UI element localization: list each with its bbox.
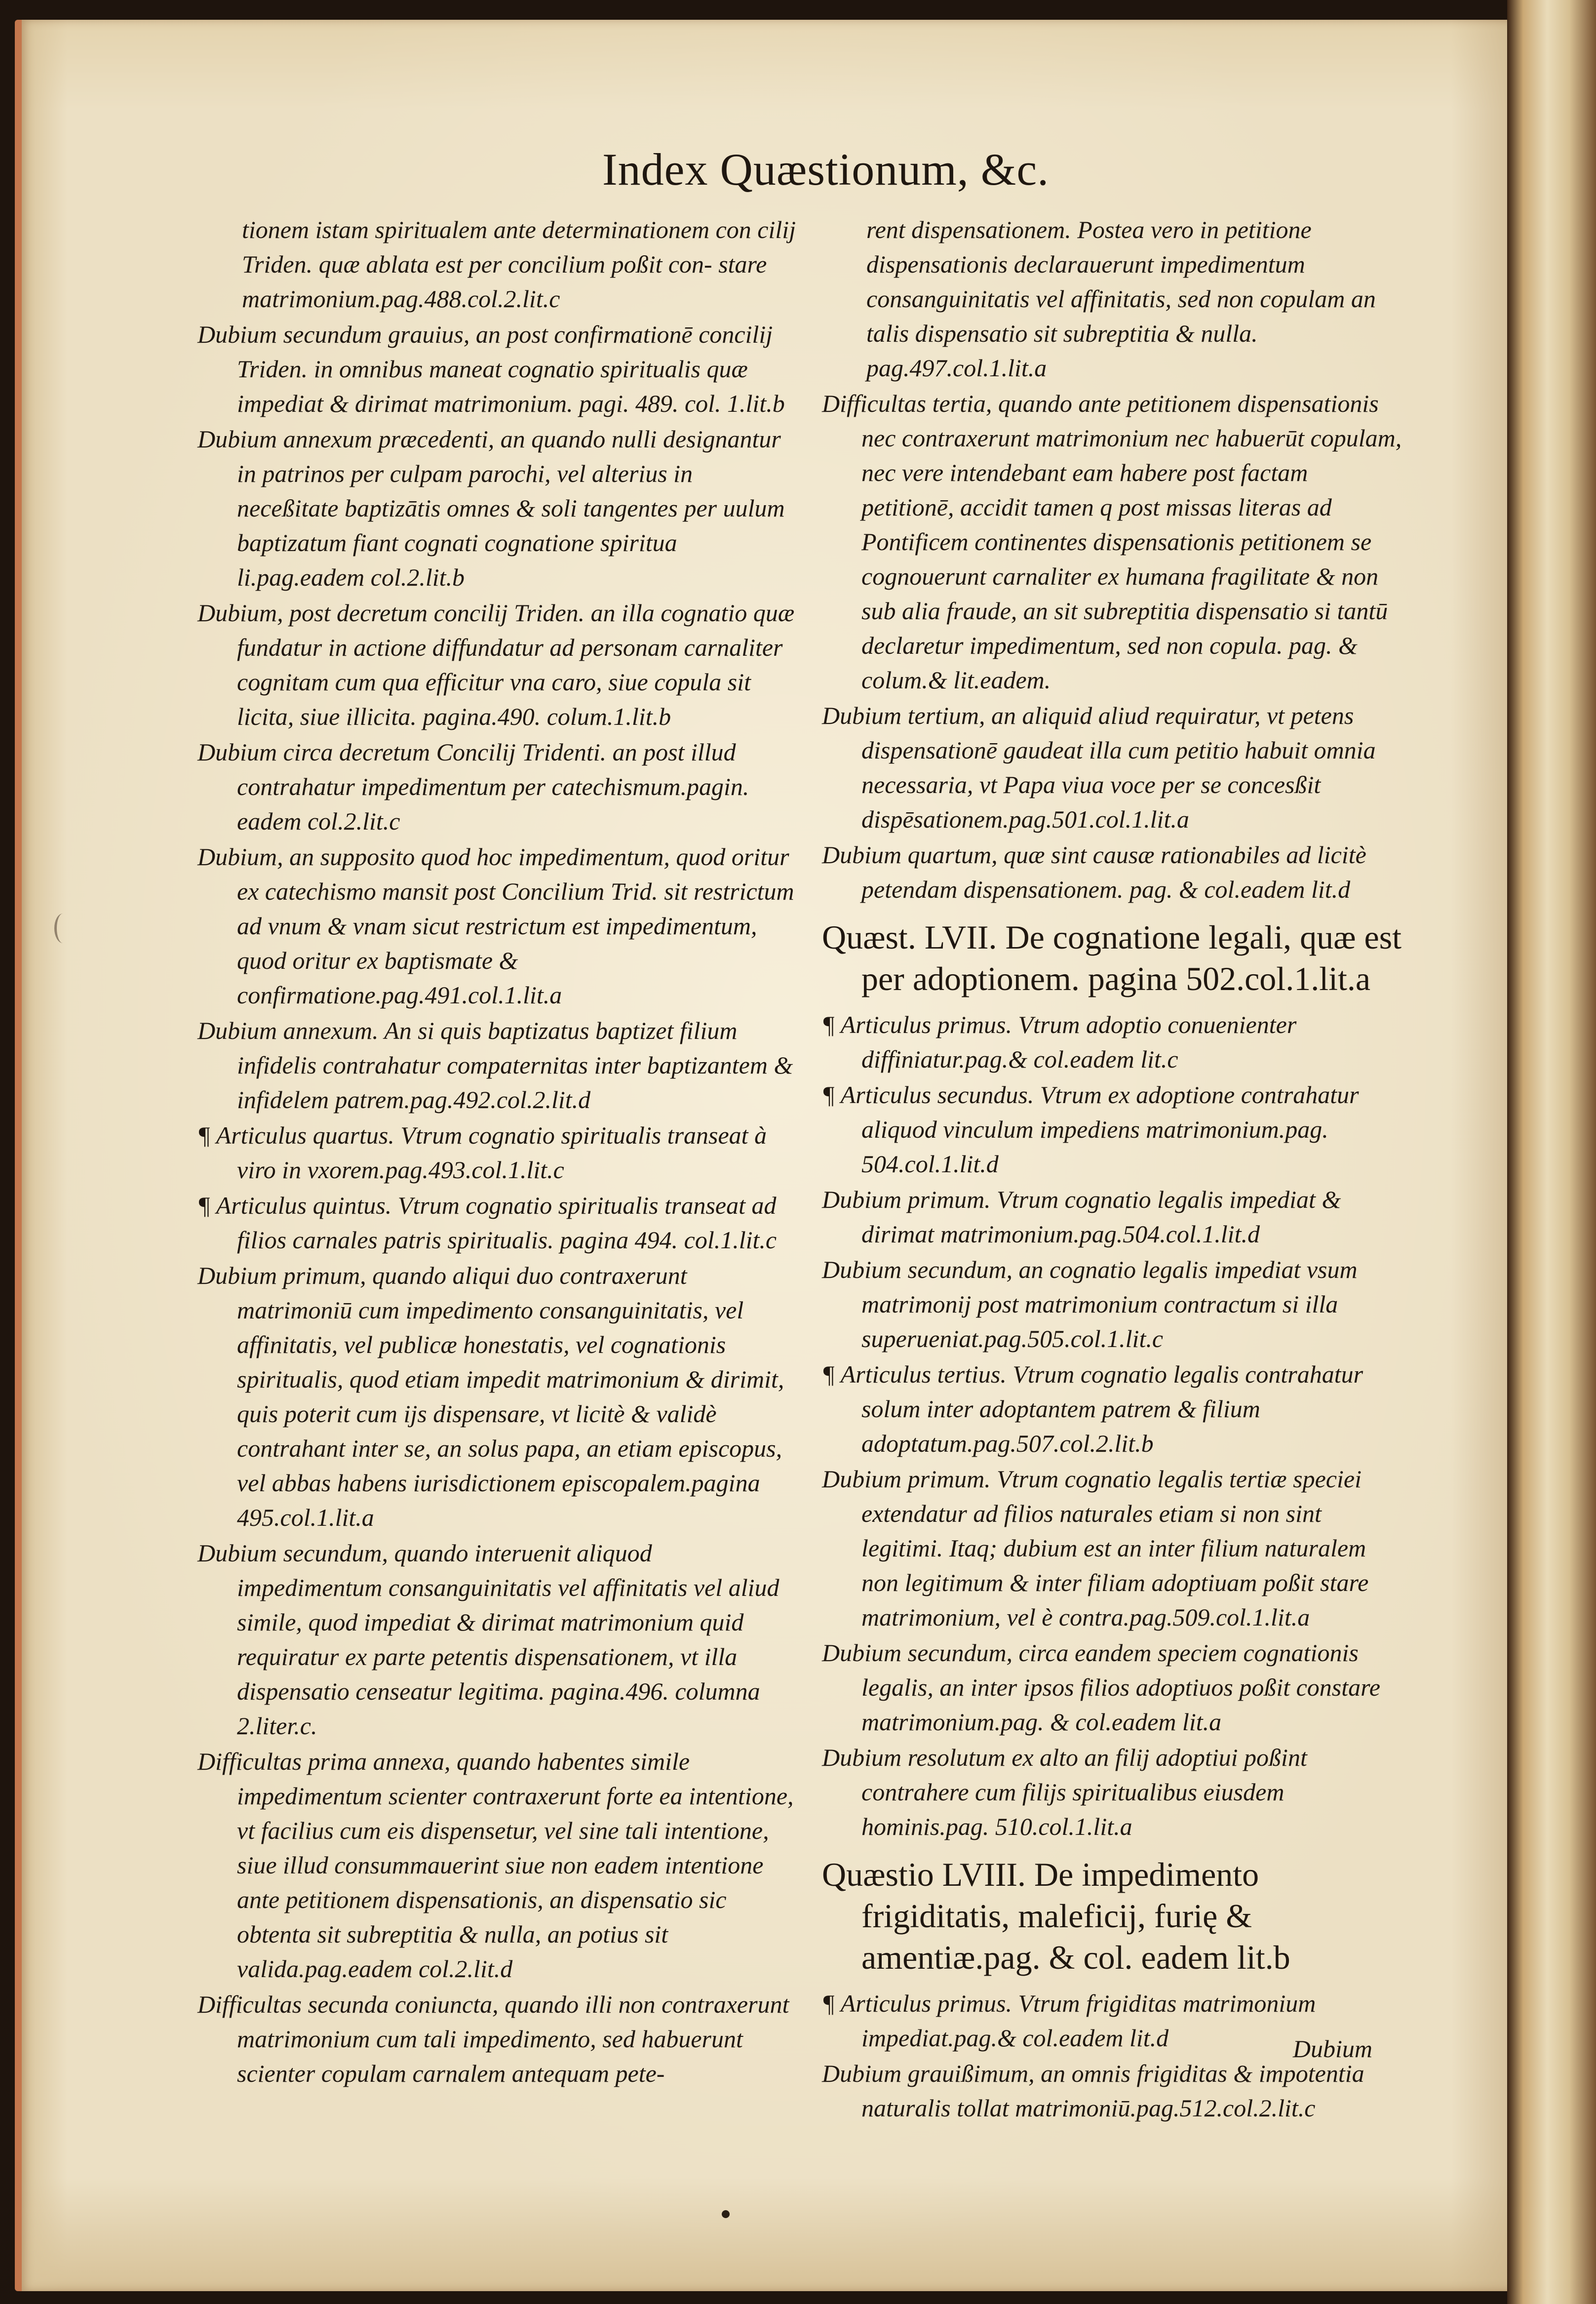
index-entry: ¶ Articulus quintus. Vtrum cognatio spiritualis transeat ad filios carnales patris spiritualis. pagina 494. col.1.lit.c xyxy=(197,1192,777,1254)
index-entry: Dubium secundum, quando interuenit aliquod impedimentum consanguinitatis vel affinitatis vel aliud simile, quod impediat & dirimat matrimonium quid requiratur ex parte petentis dispensationem, vt illa dispensatio censeatur legitima. pagina.496. columna 2.liter.c. xyxy=(197,1539,779,1740)
index-entry: Dubium annexum præcedenti, an quando nulli designantur in patrinos per culpam parochi, vel alterius in neceßitate baptizātis omnes & soli tangentes per uulum baptizatum fiant cognati cognatione spiritua li.pag.eadem col.2.lit.b xyxy=(197,425,785,591)
index-entry: Dubium resolutum ex alto an filij adoptiui poßint contrahere cum filijs spiritualibus eiusdem hominis.pag. 510.col.1.lit.a xyxy=(822,1744,1307,1840)
index-entry: Dubium grauißimum, an omnis frigiditas & impotentia naturalis tollat matrimoniū.pag.512.col.2.lit.c xyxy=(822,2060,1364,2122)
ink-smudge xyxy=(54,914,72,943)
index-entry: Difficultas prima annexa, quando habentes simile impedimentum scienter contraxerunt forte ea intentione, vt facilius cum eis dispensetur, vel sine tali intentione, siue illud consummauerint siue non eadem intentione ante petitionem dispensationis, an dispensatio sic obtenta sit subreptitia & nulla, an potius sit valida.pag.eadem col.2.lit.d xyxy=(197,1748,794,1983)
index-entry: ¶ Articulus quartus. Vtrum cognatio spiritualis transeat à viro in vxorem.pag.493.col.1.lit.c xyxy=(197,1121,767,1184)
index-entry: Difficultas tertia, quando ante petitionem dispensationis nec contraxerunt matrimonium nec habuerūt copulam, nec vere intendebant eam habere post factam petitionē, accidit tamen q post missas literas ad Pontificem continentes dispensationis petitionem se cognouerunt carnaliter ex humana fragilitate & non sub alia fraude, an sit subreptitia dispensatio si tantū declaretur impedimentum, sed non copula. pag. & colum.& lit.eadem. xyxy=(822,390,1402,694)
index-entry: ¶ Articulus secundus. Vtrum ex adoptione contrahatur aliquod vinculum impediens matrimonium.pag. 504.col.1.lit.d xyxy=(822,1081,1359,1178)
index-entry: ¶ Articulus tertius. Vtrum cognatio legalis contrahatur solum inter adoptantem patrem & filium adoptatum.pag.507.col.2.lit.b xyxy=(822,1360,1363,1457)
index-entry: Dubium secundum, circa eandem speciem cognationis legalis, an inter ipsos filios adoptiuos poßit constare matrimonium.pag. & col.eadem lit.a xyxy=(822,1639,1380,1736)
index-entry: Dubium secundum grauius, an post confirmationē concilij Triden. in omnibus maneat cognatio spiritualis quæ impediat & dirimat matrimonium. pagi. 489. col. 1.lit.b xyxy=(197,320,785,417)
index-entry: Dubium, an supposito quod hoc impedimentum, quod oritur ex catechismo mansit post Concilium Trid. sit restrictum ad vnum & vnam sicut restrictum est impedimentum, quod oritur ex baptismate & confirmatione.pag.491.col.1.lit.a xyxy=(197,843,794,1009)
index-entry: Dubium primum. Vtrum cognatio legalis tertiæ speciei extendatur ad filios naturales etiam si non sint legitimi. Itaq; dubium est an inter filium naturalem non legitimum & inter filiam adoptiuam poßit stare matrimonium, vel è contra.pag.509.col.1.lit.a xyxy=(822,1465,1369,1631)
right-column xyxy=(822,212,1404,2126)
question-heading: Quæstio LVIII. De impedimento frigiditatis, maleficij, furię & amentiæ.pag. & col. eadem lit.b xyxy=(822,1856,1290,1976)
ink-dot xyxy=(722,2210,730,2218)
page-header: Index Quæstionum, &c. xyxy=(602,144,1050,195)
index-entry: Dubium secundum, an cognatio legalis impediat vsum matrimonij post matrimonium contractum si illa superueniat.pag.505.col.1.lit.c xyxy=(822,1256,1358,1352)
index-entry: ¶ Articulus primus. Vtrum frigiditas matrimonium impediat.pag.& col.eadem lit.d xyxy=(822,1989,1316,2052)
index-entry: ¶ Articulus primus. Vtrum adoptio conuenienter diffiniatur.pag.& col.eadem lit.c xyxy=(822,1011,1297,1073)
index-entry: Dubium primum. Vtrum cognatio legalis impediat & dirimat matrimonium.pag.504.col.1.lit.d xyxy=(822,1186,1341,1248)
left-column xyxy=(197,212,800,2092)
index-entry: Dubium tertium, an aliquid aliud requiratur, vt petens dispensationē gaudeat illa cum petitio habuit omnia necessaria, vt Papa viua voce per se concesßit dispēsationem.pag.501.col.1.lit.a xyxy=(822,702,1376,833)
index-entry: Dubium quartum, quæ sint causæ rationabiles ad licitè petendam dispensationem. pag. & col.eadem lit.d xyxy=(822,841,1366,903)
index-entry: Difficultas secunda coniuncta, quando illi non contraxerunt matrimonium cum tali impedimento, sed habuerunt scienter copulam carnalem antequam pete- xyxy=(197,1990,789,2087)
book-edge xyxy=(1507,0,1596,2304)
index-entry: Dubium, post decretum concilij Triden. an illa cognatio quæ fundatur in actione diffundatur ad personam carnaliter cognitam cum qua efficitur vna caro, siue copula sit licita, siue illicita. pagina.490. colum.1.lit.b xyxy=(197,599,795,730)
index-entry: tionem istam spiritualem ante determinationem con cilij Triden. quæ ablata est per concilium poßit con- stare matrimonium.pag.488.col.2.lit.c xyxy=(242,216,796,313)
index-entry: rent dispensationem. Postea vero in petitione dispensationis declarauerunt impedimentum consanguinitatis vel affinitatis, sed non copulam an talis dispensatio sit subreptitia & nulla. pag.497.col.1.lit.a xyxy=(866,216,1376,382)
question-heading: Quæst. LVII. De cognatione legali, quæ est per adoptionem. pagina 502.col.1.lit.a xyxy=(822,918,1402,997)
index-entry: Dubium primum, quando aliqui duo contraxerunt matrimoniū cum impedimento consanguinitatis, vel affinitatis, vel publicæ honestatis, vel cognationis spiritualis, quod etiam impedit matrimonium & dirimit, quis poterit cum ijs dispensare, vt licitè & validè contrahant inter se, an solus papa, an etiam episcopus, vel abbas habens iurisdictionem episcopalem.pagina 495.col.1.lit.a xyxy=(197,1262,784,1531)
index-entry: Dubium annexum. An si quis baptizatus baptizet filium infidelis contrahatur compaternitas inter baptizantem & infidelem patrem.pag.492.col.2.lit.d xyxy=(197,1017,793,1113)
index-entry: Dubium circa decretum Concilij Tridenti. an post illud contrahatur impedimentum per catechismum.pagin. eadem col.2.lit.c xyxy=(197,738,749,835)
catchword: Dubium xyxy=(1292,2035,1372,2063)
